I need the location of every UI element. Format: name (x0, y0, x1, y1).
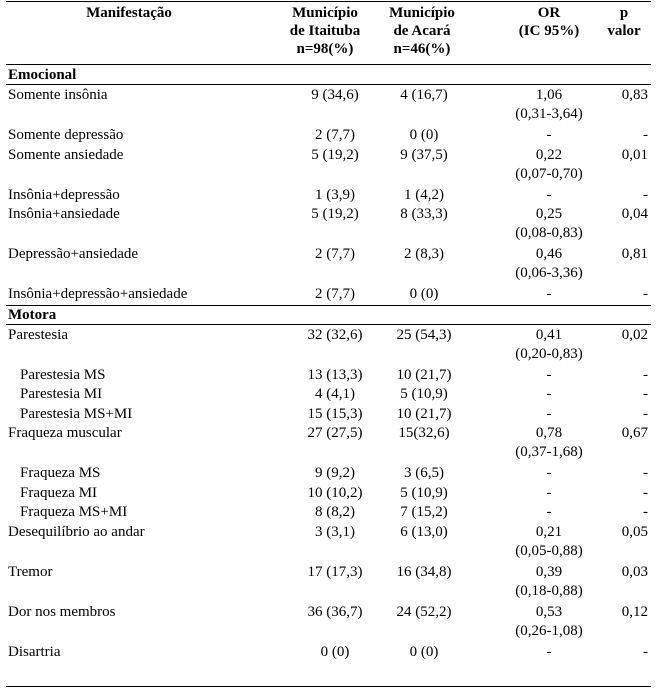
cell-acara: 6 (13,0) (400, 523, 448, 540)
row-label: Parestesia MI (20, 386, 103, 402)
cell-acara: 5 (10,9) (400, 484, 448, 501)
cell-itaituba: 2 (7,7) (315, 286, 355, 302)
cell-ci: (0,31-3,64) (515, 106, 583, 122)
cell-p: 0,05 (621, 523, 648, 540)
cell-acara: 16 (34,8) (396, 563, 452, 580)
cell-acara: 24 (52,2) (396, 603, 452, 620)
cell-itaituba: 17 (17,3) (307, 563, 363, 580)
cell-or: 1,06 (535, 87, 563, 103)
cell-or: 0,41 (535, 326, 563, 343)
cell-or: - (546, 643, 552, 660)
cell-p: - (643, 127, 648, 143)
cell-or: 0,46 (535, 246, 563, 262)
cell-acara: 5 (10,9) (400, 386, 448, 402)
cell-ci: (0,37-1,68) (515, 444, 583, 460)
cell-or: - (546, 366, 552, 383)
cell-or: - (546, 286, 552, 302)
header-or-line2: (IC 95%) (518, 23, 580, 39)
cell-p: - (643, 186, 648, 203)
cell-acara: 3 (6,5) (404, 465, 444, 481)
row-label: Fraqueza MI (20, 484, 98, 501)
cell-p: 0,83 (621, 87, 648, 103)
results-table (6, 0, 651, 688)
cell-p: - (643, 405, 648, 422)
cell-p: - (643, 386, 648, 402)
row-label: Dor nos membros (8, 603, 116, 620)
section-title-rule (6, 324, 651, 325)
row-label: Parestesia MS+MI (20, 405, 133, 422)
cell-or: - (546, 504, 552, 520)
header-itaituba-line2: de Itaituba (289, 23, 361, 39)
cell-p: - (643, 286, 648, 302)
cell-or: 0,39 (535, 563, 563, 580)
cell-acara: 9 (37,5) (400, 146, 448, 163)
cell-itaituba: 15 (15,3) (307, 405, 363, 422)
cell-itaituba: 27 (27,5) (307, 425, 363, 441)
row-label: Somente insônia (8, 87, 108, 103)
header-itaituba (270, 4, 380, 58)
section-title: Motora (8, 306, 57, 323)
row-label: Disartria (8, 643, 61, 660)
cell-or: 0,53 (535, 603, 563, 620)
row-label: Parestesia MS (20, 366, 106, 383)
cell-p: 0,67 (621, 425, 648, 441)
cell-or: - (546, 186, 552, 203)
header-p (596, 4, 652, 40)
cell-acara: 0 (0) (409, 127, 439, 143)
cell-or: - (546, 127, 552, 143)
header-acara-line2: de Acará (393, 23, 451, 39)
cell-itaituba: 5 (19,2) (311, 146, 359, 163)
cell-acara: 1 (4,2) (404, 186, 444, 203)
row-label: Desequilíbrio ao andar (8, 523, 145, 540)
header-acara-line1: Município (389, 5, 455, 21)
cell-acara: 0 (0) (409, 643, 439, 660)
cell-itaituba: 10 (10,2) (307, 484, 363, 501)
cell-p: - (643, 504, 648, 520)
cell-itaituba: 8 (8,2) (315, 504, 355, 520)
row-label: Parestesia (8, 326, 68, 343)
cell-itaituba: 13 (13,3) (307, 366, 363, 383)
header-p-line2: valor (607, 23, 641, 39)
header-itaituba-line3: n=98(%) (296, 41, 354, 57)
row-label: Depressão+ansiedade (8, 246, 139, 262)
cell-p: - (643, 366, 648, 383)
cell-ci: (0,26-1,08) (515, 622, 583, 639)
row-label: Insônia+ansiedade (8, 206, 120, 222)
cell-or: 0,21 (535, 523, 563, 540)
header-bottom-rule (6, 64, 651, 65)
row-label: Somente ansiedade (8, 146, 124, 163)
cell-p: 0,02 (621, 326, 648, 343)
header-acara-line3: n=46(%) (393, 41, 451, 57)
cell-acara: 2 (8,3) (404, 246, 444, 262)
cell-or: - (546, 484, 552, 501)
cell-itaituba: 9 (9,2) (315, 465, 355, 481)
header-or-line1: OR (537, 5, 561, 21)
cell-p: - (643, 465, 648, 481)
section-title: Emocional (8, 67, 77, 83)
cell-itaituba: 9 (34,6) (311, 87, 359, 103)
cell-p: 0,04 (621, 206, 648, 222)
cell-or: - (546, 405, 552, 422)
cell-ci: (0,05-0,88) (515, 542, 583, 559)
cell-acara: 15(32,6) (398, 425, 450, 441)
cell-or: 0,22 (535, 146, 563, 163)
cell-acara: 0 (0) (409, 286, 439, 302)
cell-ci: (0,18-0,88) (515, 582, 583, 599)
cell-or: - (546, 386, 552, 402)
cell-acara: 7 (15,2) (400, 504, 448, 520)
cell-acara: 10 (21,7) (396, 405, 452, 422)
cell-or: 0,25 (535, 206, 563, 222)
cell-itaituba: 0 (0) (320, 643, 350, 660)
header-manifestacao: Manifestação (86, 5, 172, 21)
cell-itaituba: 2 (7,7) (315, 246, 355, 262)
cell-itaituba: 36 (36,7) (307, 603, 363, 620)
row-label: Insônia+depressão (8, 186, 120, 203)
header-p-line1: p (619, 5, 629, 21)
cell-itaituba: 3 (3,1) (315, 523, 355, 540)
cell-ci: (0,06-3,36) (515, 265, 583, 281)
row-label: Fraqueza muscular (8, 425, 122, 441)
cell-or: - (546, 465, 552, 481)
section-title-rule (6, 84, 651, 85)
cell-ci: (0,20-0,83) (515, 345, 583, 362)
table-top-rule (6, 1, 651, 2)
cell-ci: (0,07-0,70) (515, 165, 583, 182)
row-label: Fraqueza MS+MI (20, 504, 128, 520)
cell-p: 0,81 (621, 246, 648, 262)
cell-acara: 4 (16,7) (400, 87, 448, 103)
cell-p: 0,12 (621, 603, 648, 620)
cell-itaituba: 1 (3,9) (315, 186, 355, 203)
cell-p: 0,03 (621, 563, 648, 580)
row-label: Insônia+depressão+ansiedade (8, 286, 188, 302)
cell-ci: (0,08-0,83) (515, 225, 583, 241)
row-label: Somente depressão (8, 127, 124, 143)
cell-acara: 25 (54,3) (396, 326, 452, 343)
cell-itaituba: 4 (4,1) (315, 386, 355, 402)
header-itaituba-line1: Município (292, 5, 358, 21)
row-label: Tremor (8, 563, 53, 580)
cell-acara: 10 (21,7) (396, 366, 452, 383)
section-rule (6, 305, 651, 306)
cell-p: - (643, 643, 648, 660)
cell-itaituba: 2 (7,7) (315, 127, 355, 143)
row-label: Fraqueza MS (20, 465, 101, 481)
table-bottom-rule (6, 686, 651, 687)
cell-itaituba: 32 (32,6) (307, 326, 363, 343)
header-acara (382, 4, 462, 58)
cell-acara: 8 (33,3) (400, 206, 448, 222)
cell-or: 0,78 (535, 425, 563, 441)
cell-p: - (643, 484, 648, 501)
cell-p: 0,01 (621, 146, 648, 163)
cell-itaituba: 5 (19,2) (311, 206, 359, 222)
